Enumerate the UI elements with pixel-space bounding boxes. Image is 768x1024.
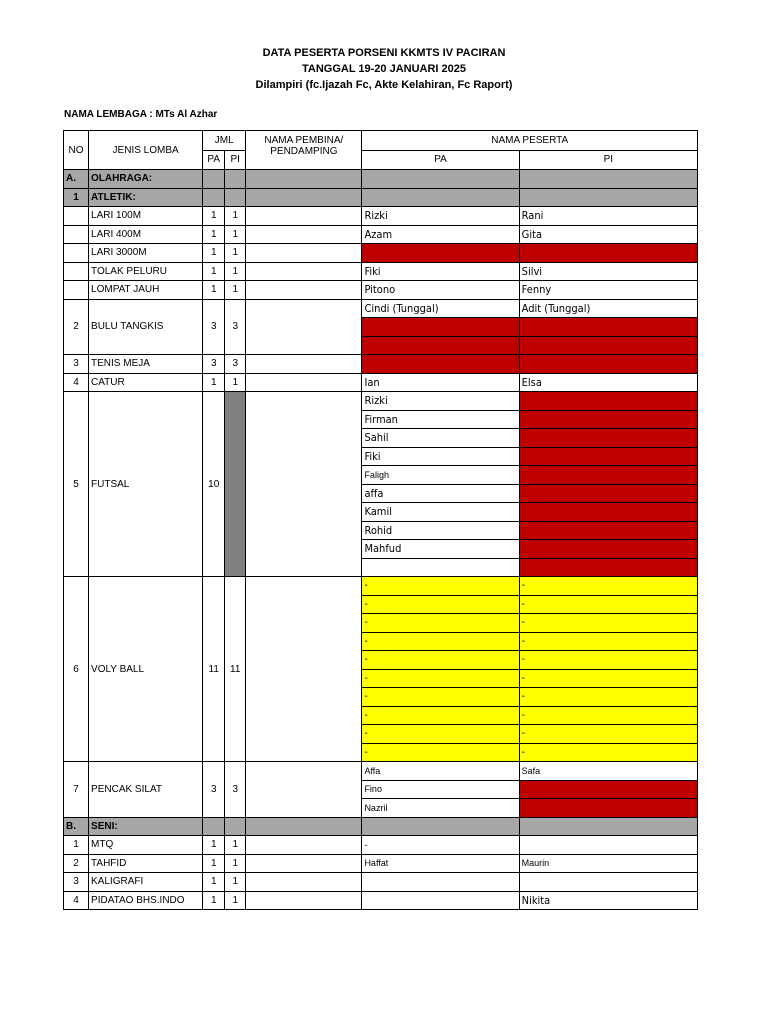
jml-pi: 1 bbox=[225, 836, 246, 855]
event-name: MTQ bbox=[89, 836, 203, 855]
participant-pi: - bbox=[519, 706, 697, 725]
col-header-pembina: NAMA PEMBINA/ PENDAMPING bbox=[246, 131, 362, 170]
table-row bbox=[64, 762, 698, 781]
participant-pi: - bbox=[519, 595, 697, 614]
participant-pa: Firman bbox=[362, 410, 519, 429]
participant-pa: Sahil bbox=[362, 429, 519, 448]
event-number: 2 bbox=[64, 299, 89, 355]
col-header-jenis: JENIS LOMBA bbox=[89, 131, 203, 170]
jml-pa: 3 bbox=[203, 299, 225, 355]
jml-pa: 1 bbox=[203, 836, 225, 855]
jml-pa: 1 bbox=[203, 225, 225, 244]
participant-pa: - bbox=[362, 632, 519, 651]
participant-pa bbox=[362, 891, 519, 910]
participant-pa: Rohid bbox=[362, 521, 519, 540]
doc-attachments: Dilampiri (fc.Ijazah Fc, Akte Kelahiran, Fc Raport) bbox=[255, 79, 513, 91]
participant-pi bbox=[519, 780, 697, 799]
table-row bbox=[64, 373, 698, 392]
participants-table bbox=[63, 130, 698, 910]
jml-pi: 1 bbox=[225, 225, 246, 244]
table-row bbox=[64, 873, 698, 892]
participant-pi: - bbox=[519, 669, 697, 688]
participant-pi: - bbox=[519, 466, 697, 485]
header-row-1 bbox=[64, 131, 698, 151]
participant-pi bbox=[519, 836, 697, 855]
participant-pi: - bbox=[519, 318, 697, 337]
participant-pa: Cindi (Tunggal) bbox=[362, 299, 519, 318]
participant-pi: - bbox=[519, 651, 697, 670]
participant-pa: Rizki bbox=[362, 207, 519, 226]
event-name: TOLAK PELURU bbox=[89, 262, 203, 281]
section-label: OLAHRAGA: bbox=[89, 170, 203, 189]
table-row bbox=[64, 262, 698, 281]
doc-date: TANGGAL 19-20 JANUARI 2025 bbox=[301, 63, 467, 75]
participant-pa: - bbox=[362, 244, 519, 263]
jml-pa: 1 bbox=[203, 873, 225, 892]
section-atletik bbox=[64, 188, 698, 207]
jml-pa: 1 bbox=[203, 207, 225, 226]
jml-pa: 3 bbox=[203, 762, 225, 818]
col-header-jml-pi: PI bbox=[225, 150, 246, 170]
event-name: BULU TANGKIS bbox=[89, 299, 203, 355]
event-number: 2 bbox=[64, 854, 89, 873]
jml-pa: 1 bbox=[203, 281, 225, 300]
jml-pa: 1 bbox=[203, 262, 225, 281]
table-row bbox=[64, 577, 698, 596]
jml-pa: 10 bbox=[203, 392, 225, 577]
event-name: TENIS MEJA bbox=[89, 355, 203, 374]
participant-pa: - bbox=[362, 725, 519, 744]
event-name: PENCAK SILAT bbox=[89, 762, 203, 818]
jml-pi: 1 bbox=[225, 854, 246, 873]
participant-pa: Haffat bbox=[362, 854, 519, 873]
participant-pa: Fino bbox=[362, 780, 519, 799]
jml-pi: 3 bbox=[225, 355, 246, 374]
col-header-peserta-pi: PI bbox=[519, 150, 697, 170]
participant-pa: - bbox=[362, 318, 519, 337]
participant-pa: - bbox=[362, 651, 519, 670]
participant-pa: Azam bbox=[362, 225, 519, 244]
participant-pi: - bbox=[519, 725, 697, 744]
event-name: VOLY BALL bbox=[89, 577, 203, 762]
jml-pa: 1 bbox=[203, 854, 225, 873]
col-header-no: NO bbox=[64, 131, 89, 170]
table-row bbox=[64, 299, 698, 318]
participant-pi: - bbox=[519, 447, 697, 466]
participant-pi: - bbox=[519, 392, 697, 411]
participant-pa: Rizki bbox=[362, 392, 519, 411]
section-seni bbox=[64, 817, 698, 836]
participant-pa: Fiki bbox=[362, 262, 519, 281]
participant-pi: - bbox=[519, 577, 697, 596]
event-name: LOMPAT JAUH bbox=[89, 281, 203, 300]
participant-pa: - bbox=[362, 336, 519, 355]
participant-pa: Kamil bbox=[362, 503, 519, 522]
jml-pi bbox=[225, 392, 246, 577]
participant-pi: - bbox=[519, 688, 697, 707]
table-row bbox=[64, 854, 698, 873]
event-number: 3 bbox=[64, 873, 89, 892]
participant-pi: - bbox=[519, 521, 697, 540]
jml-pi: 1 bbox=[225, 281, 246, 300]
participant-pi: - bbox=[519, 429, 697, 448]
participant-pa: Ian bbox=[362, 373, 519, 392]
participant-pi: Silvi bbox=[519, 262, 697, 281]
participant-pa: affa bbox=[362, 484, 519, 503]
table-row bbox=[64, 392, 698, 411]
section-olahraga bbox=[64, 170, 698, 189]
participant-pi: - bbox=[519, 743, 697, 762]
participant-pa bbox=[362, 873, 519, 892]
participant-pi: Fenny bbox=[519, 281, 697, 300]
section-label: ATLETIK: bbox=[89, 188, 203, 207]
participant-pi: - bbox=[519, 503, 697, 522]
col-header-peserta: NAMA PESERTA bbox=[362, 131, 698, 151]
participant-pi: Adit (Tunggal) bbox=[519, 299, 697, 318]
jml-pa: 1 bbox=[203, 373, 225, 392]
participant-pa: Pitono bbox=[362, 281, 519, 300]
lembaga-name: NAMA LEMBAGA : MTs Al Azhar bbox=[64, 109, 218, 120]
table-row bbox=[64, 355, 698, 374]
participant-pi: - bbox=[519, 244, 697, 263]
participant-pi: - bbox=[519, 336, 697, 355]
event-number: 4 bbox=[64, 373, 89, 392]
participant-pi: - bbox=[519, 540, 697, 559]
participant-pa: Mahfud bbox=[362, 540, 519, 559]
participant-pa: - bbox=[362, 688, 519, 707]
jml-pi: 1 bbox=[225, 873, 246, 892]
event-name: LARI 100M bbox=[89, 207, 203, 226]
participant-pi: Nikita bbox=[519, 891, 697, 910]
event-name: FUTSAL bbox=[89, 392, 203, 577]
event-number: 1 bbox=[64, 836, 89, 855]
col-header-peserta-pa: PA bbox=[362, 150, 519, 170]
table-row bbox=[64, 281, 698, 300]
participant-pa: Fiki bbox=[362, 447, 519, 466]
participant-pi: Maurin bbox=[519, 854, 697, 873]
section-number: 1 bbox=[64, 188, 89, 207]
jml-pa: 1 bbox=[203, 891, 225, 910]
participant-pa: - bbox=[362, 614, 519, 633]
participant-pi: - bbox=[519, 484, 697, 503]
participant-pi: Elsa bbox=[519, 373, 697, 392]
event-number: 3 bbox=[64, 355, 89, 374]
section-label: SENI: bbox=[89, 817, 203, 836]
jml-pi: 1 bbox=[225, 207, 246, 226]
col-header-jml: JML bbox=[203, 131, 246, 151]
table-row bbox=[64, 225, 698, 244]
jml-pa: 1 bbox=[203, 244, 225, 263]
participant-pi bbox=[519, 799, 697, 818]
event-number: 7 bbox=[64, 762, 89, 818]
jml-pi: 1 bbox=[225, 244, 246, 263]
participant-pa: - bbox=[362, 836, 519, 855]
participant-pi: Gita bbox=[519, 225, 697, 244]
participant-pa bbox=[362, 558, 519, 577]
participant-pi: Rani bbox=[519, 207, 697, 226]
jml-pi: 1 bbox=[225, 891, 246, 910]
participant-pa: Nazril bbox=[362, 799, 519, 818]
section-number: A. bbox=[64, 170, 89, 189]
event-number: 6 bbox=[64, 577, 89, 762]
table-row bbox=[64, 207, 698, 226]
participant-pa: Faligh bbox=[362, 466, 519, 485]
table-row bbox=[64, 836, 698, 855]
event-number: 5 bbox=[64, 392, 89, 577]
jml-pi: 1 bbox=[225, 373, 246, 392]
jml-pa: 11 bbox=[203, 577, 225, 762]
event-name: CATUR bbox=[89, 373, 203, 392]
participant-pi bbox=[519, 873, 697, 892]
participant-pi: - bbox=[519, 632, 697, 651]
participant-pi bbox=[519, 558, 697, 577]
event-name: KALIGRAFI bbox=[89, 873, 203, 892]
participant-pi: - bbox=[519, 614, 697, 633]
event-name: TAHFID bbox=[89, 854, 203, 873]
event-name: PIDATAO BHS.INDO bbox=[89, 891, 203, 910]
participant-pa: - bbox=[362, 595, 519, 614]
table-row bbox=[64, 244, 698, 263]
event-number: 4 bbox=[64, 891, 89, 910]
participant-pa: Affa bbox=[362, 762, 519, 781]
participant-pa: - bbox=[362, 743, 519, 762]
participant-pi: Safa bbox=[519, 762, 697, 781]
jml-pa: 3 bbox=[203, 355, 225, 374]
participant-pi: - bbox=[519, 355, 697, 374]
jml-pi: 3 bbox=[225, 299, 246, 355]
doc-title: DATA PESERTA PORSENI KKMTS IV PACIRAN bbox=[262, 47, 506, 59]
table-row bbox=[64, 891, 698, 910]
jml-pi: 3 bbox=[225, 762, 246, 818]
event-name: LARI 3000M bbox=[89, 244, 203, 263]
participant-pa: - bbox=[362, 669, 519, 688]
jml-pi: 11 bbox=[225, 577, 246, 762]
col-header-jml-pa: PA bbox=[203, 150, 225, 170]
event-name: LARI 400M bbox=[89, 225, 203, 244]
participant-pa: - bbox=[362, 355, 519, 374]
section-number: B. bbox=[64, 817, 89, 836]
participant-pi: - bbox=[519, 410, 697, 429]
participant-pa: - bbox=[362, 706, 519, 725]
participant-pa: - bbox=[362, 577, 519, 596]
jml-pi: 1 bbox=[225, 262, 246, 281]
